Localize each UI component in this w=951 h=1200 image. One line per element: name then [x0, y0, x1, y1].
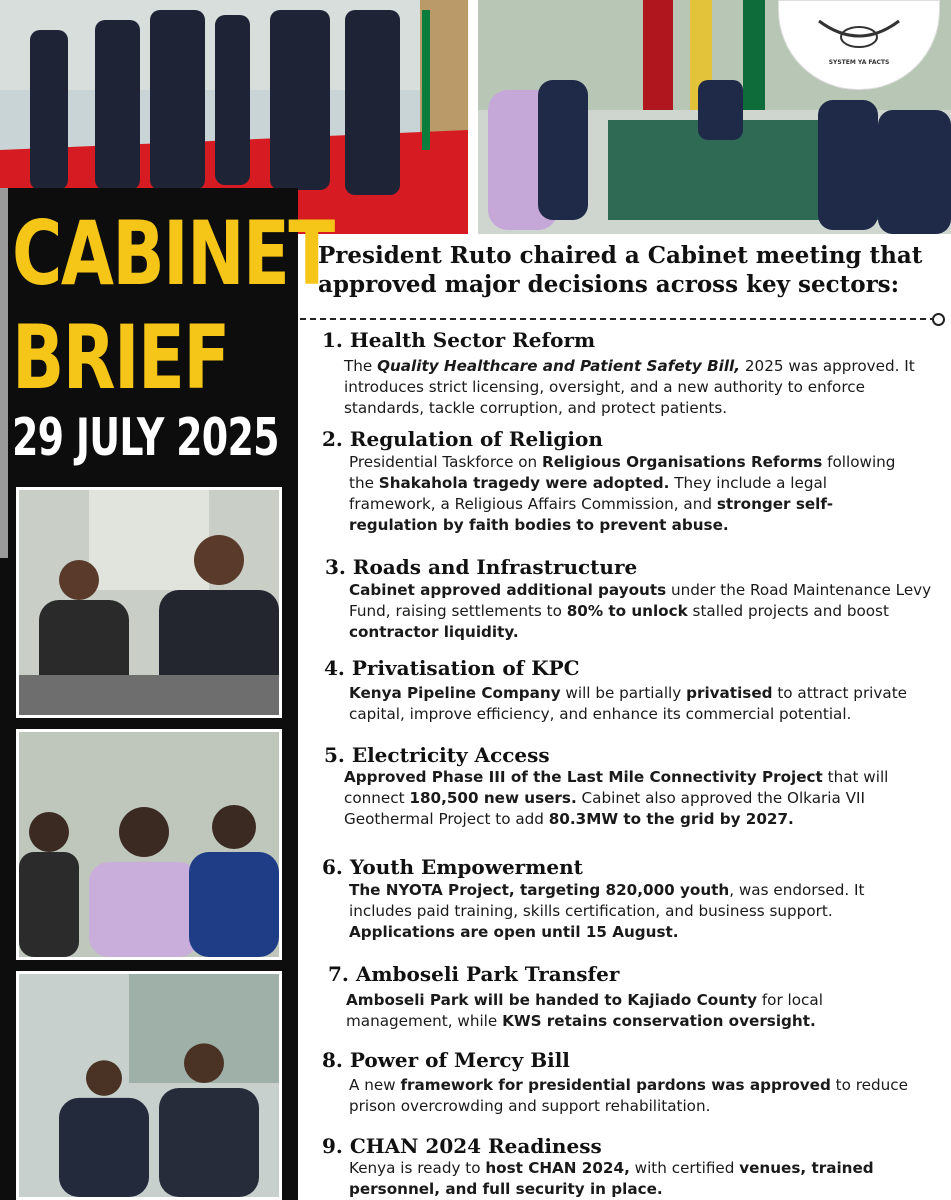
item-text-run: to reduce prison overcrowding and support rehabilitation.	[349, 1076, 908, 1115]
item-text-run: venues, trained personnel, and full security in place.	[349, 1159, 874, 1198]
item-text-run: Amboseli Park will be handed to Kajiado County	[346, 991, 757, 1009]
item-text-run: will be partially	[560, 684, 687, 702]
item-title-4: 4. Privatisation of KPC	[324, 656, 580, 680]
item-body-7	[346, 990, 886, 1032]
item-text-run: , was endorsed. It includes paid training, skills certification, and business support.	[349, 881, 865, 920]
item-body-6	[349, 880, 929, 943]
item-text-run: Kenya is ready to	[349, 1159, 486, 1177]
item-text-run: privatised	[686, 684, 773, 702]
photo-ministers-purple	[16, 729, 282, 960]
item-text-run: host CHAN 2024,	[485, 1159, 630, 1177]
logo-text: SYSTEM YA FACTS	[828, 59, 890, 66]
item-title-9: 9. CHAN 2024 Readiness	[322, 1134, 602, 1158]
item-text-run: The NYOTA Project, targeting 820,000 youth	[349, 881, 730, 899]
item-body-2	[349, 452, 909, 536]
item-text-run: for local management, while	[346, 991, 823, 1030]
item-body-1	[344, 356, 944, 419]
item-title-1: 1. Health Sector Reform	[322, 328, 596, 352]
item-title-8: 8. Power of Mercy Bill	[322, 1048, 570, 1072]
item-text-run: contractor liquidity.	[349, 623, 519, 641]
item-text-run: Religious Organisations Reforms	[542, 453, 823, 471]
item-text-run: 80.3MW to the grid by 2027.	[548, 810, 794, 828]
item-text-run: stalled projects and boost	[687, 602, 889, 620]
item-title-5: 5. Electricity Access	[324, 743, 550, 767]
cabinet-title: CABINET	[12, 202, 334, 305]
photo-leaders-procession	[16, 971, 282, 1200]
item-text-run: Approved Phase III of the Last Mile Connectivity Project	[344, 768, 823, 786]
item-body-4	[349, 683, 947, 725]
divider-end-circle	[932, 313, 945, 326]
item-title-6: 6. Youth Empowerment	[322, 855, 583, 879]
item-text-run: with certified	[629, 1159, 740, 1177]
scroll-indicator	[0, 188, 8, 558]
item-text-run: Quality Healthcare and Patient Safety Bill,	[377, 357, 741, 375]
item-text-run: Kenya Pipeline Company	[349, 684, 561, 702]
dashed-divider	[300, 318, 936, 320]
item-text-run: Cabinet approved additional payouts	[349, 581, 667, 599]
item-text-run: following the	[349, 453, 896, 492]
item-text-run: under the Road Maintenance Levy Fund, raising settlements to	[349, 581, 932, 620]
item-text-run: stronger self-regulation by faith bodies to prevent abuse.	[349, 495, 834, 534]
item-text-run: framework for presidential pardons was approved	[400, 1076, 831, 1094]
item-body-8	[349, 1075, 934, 1117]
item-title-3: 3. Roads and Infrastructure	[325, 555, 638, 579]
item-text-run: 80% to unlock	[566, 602, 688, 620]
item-text-run: to attract private capital, improve efficiency, and enhance its commercial potential.	[349, 684, 907, 723]
item-text-run: 180,500 new users.	[409, 789, 577, 807]
item-body-5	[344, 767, 944, 830]
item-body-3	[349, 580, 945, 643]
item-text-run: A new	[349, 1076, 401, 1094]
item-text-run: that will connect	[344, 768, 889, 807]
item-text-run: Presidential Taskforce on	[349, 453, 543, 471]
item-title-2: 2. Regulation of Religion	[322, 427, 603, 451]
item-title-7: 7. Amboseli Park Transfer	[328, 962, 620, 986]
item-text-run: KWS retains conservation oversight.	[502, 1012, 816, 1030]
brief-date: 29 JULY 2025	[12, 408, 279, 468]
headline: President Ruto chaired a Cabinet meeting that approved major decisions across key sectors:	[318, 242, 923, 298]
item-text-run: They include a legal framework, a Religious Affairs Commission, and	[349, 474, 827, 513]
photo-ministers-seated	[16, 487, 282, 718]
item-text-run: Applications are open until 15 August.	[349, 923, 679, 941]
item-text-run: Shakahola tragedy were adopted.	[378, 474, 670, 492]
item-text-run: Cabinet also approved the Olkaria VII Geothermal Project to add	[344, 789, 865, 828]
brief-title: BRIEF	[12, 306, 229, 409]
item-text-run: 2025 was approved. It introduces strict licensing, oversight, and a new authority to enforce standards, tackle corruption, and protect patients.	[344, 357, 915, 417]
item-body-9	[349, 1158, 929, 1200]
item-text-run: The	[344, 357, 378, 375]
logo-badge	[778, 0, 940, 90]
